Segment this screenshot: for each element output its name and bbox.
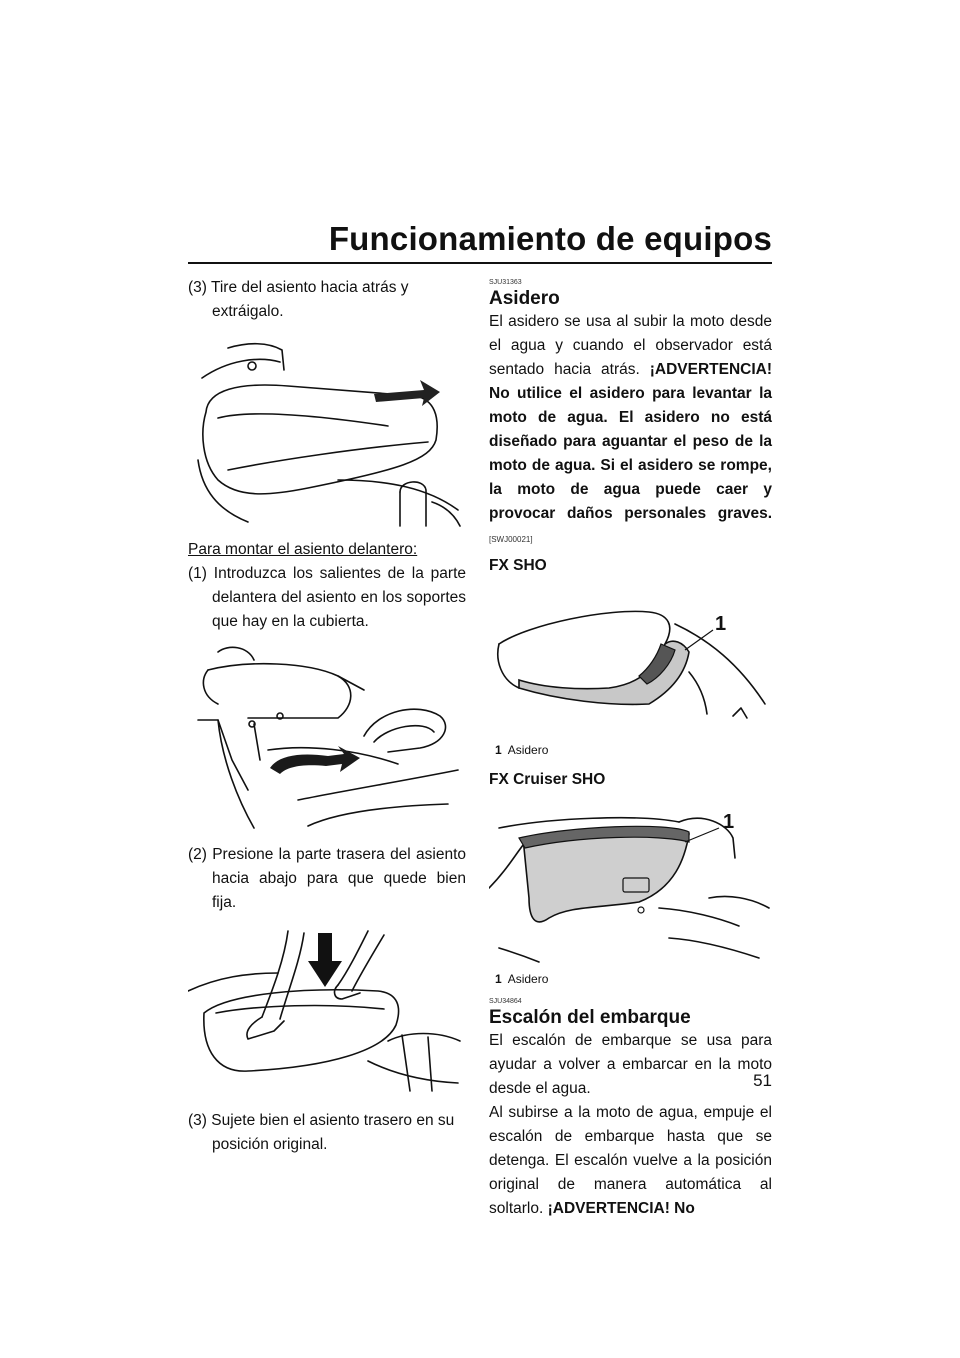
caption-text: Asidero [507, 972, 549, 986]
caption-fx-sho [495, 742, 772, 758]
caption-fx-cruiser-sho [495, 971, 772, 987]
seat-removal-illustration [188, 330, 466, 530]
step-body-2 [489, 1101, 772, 1221]
step-section-title: Escalón del embarque [489, 1007, 691, 1028]
step-body-1: El escalón de embarque se usa para ayudar a volver a embarcar en la moto desde el agua. [489, 1032, 772, 1097]
seat-install-illustration [188, 640, 466, 835]
grab-warning-code: [SWJ00021] [489, 535, 533, 544]
grab-section-title: Asidero [489, 288, 560, 309]
callout-number-1: 1 [723, 811, 735, 833]
grab-body-text: El asidero se usa al subir la moto desde el agua y cuando el observador está sentado hacia atrás. [489, 313, 772, 378]
caption-number: 1 [495, 743, 502, 757]
step-remove-3: (3) Tire del asiento hacia atrás y extráigalo. [188, 279, 409, 320]
step-install-3: (3) Sujete bien el asiento trasero en su posición original. [188, 1112, 455, 1153]
grab-handle-fx-sho-illustration [489, 584, 772, 734]
grab-section-code: SJU31363 [489, 279, 522, 286]
step-install-2: (2) Presione la parte trasera del asiento hacia abajo para que quede bien fija. [188, 846, 466, 911]
step-section-code: SJU34864 [489, 998, 522, 1005]
page-number: 51 [753, 1071, 772, 1090]
left-column [188, 276, 466, 1157]
page-title: Funcionamiento de equipos [328, 220, 772, 257]
step-warning-start: ¡ADVERTENCIA! No [547, 1200, 695, 1217]
grab-warning: ¡ADVERTENCIA! No utilice el asidero para levantar la moto de agua. El asidero no está diseñado para aguantar el peso de la moto de agua. Si el asidero se rompe, la moto de agua puede caer y provocar daños personales graves. [489, 361, 773, 522]
model-label-fx-cruiser-sho: FX Cruiser SHO [489, 771, 606, 788]
model-label-fx-sho: FX SHO [489, 557, 547, 574]
grab-body [489, 310, 772, 552]
callout-number-1: 1 [715, 613, 727, 635]
right-column [489, 276, 772, 1221]
grab-handle-fx-cruiser-sho-illustration [489, 798, 772, 963]
step-body-2-text: Al subirse a la moto de agua, empuje el escalón de embarque hasta que se detenga. El escalón vuelve a la posición original de manera automática al soltarlo. [489, 1104, 772, 1217]
step-install-1: (1) Introduzca los salientes de la parte delantera del asiento en los soportes que hay en la cubierta. [188, 565, 466, 630]
seat-press-illustration [188, 921, 466, 1101]
caption-text: Asidero [507, 743, 549, 757]
install-heading: Para montar el asiento delantero: [188, 541, 418, 558]
caption-number: 1 [495, 972, 502, 986]
header-rule [188, 262, 772, 264]
